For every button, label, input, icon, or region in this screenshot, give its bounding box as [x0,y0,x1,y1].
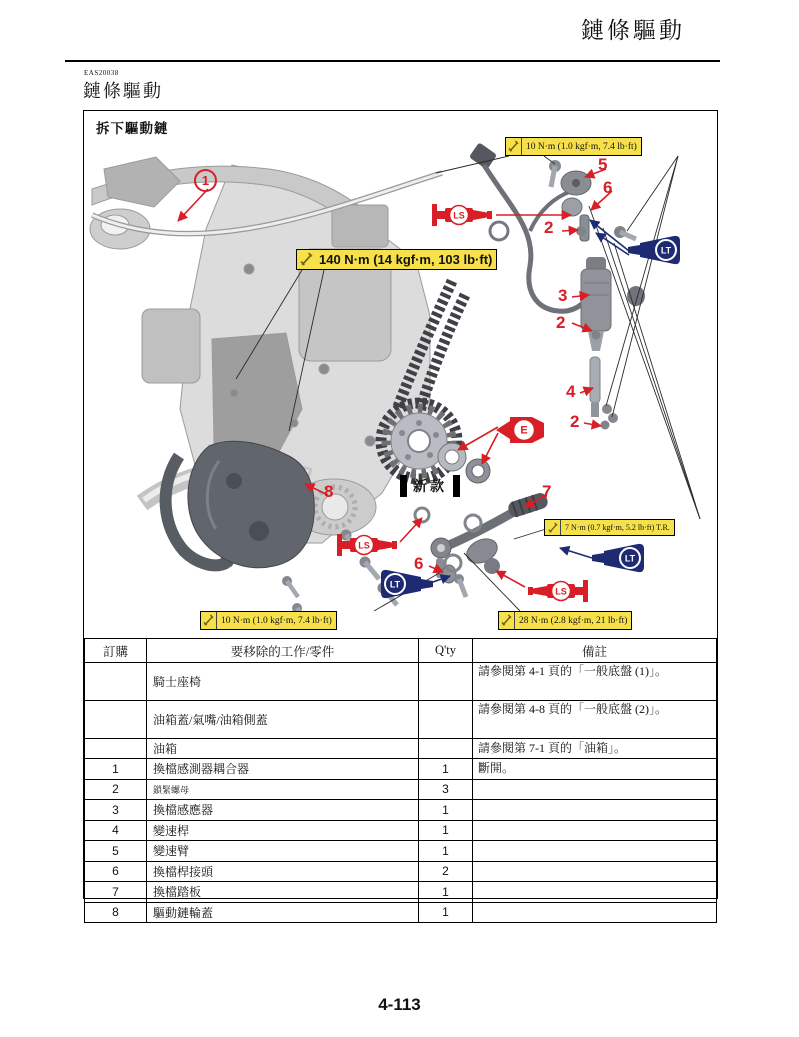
svg-text:LS: LS [358,540,370,551]
svg-text:LS: LS [555,586,567,597]
svg-text:LS: LS [453,210,465,221]
table-row [85,701,717,739]
ls-symbol [432,203,496,227]
callout-number-6: 6 [603,178,613,197]
page-number: 4-113 [378,995,421,1014]
cell-job: 變速桿 [147,820,419,841]
table-row [85,779,717,800]
cell-remarks [473,800,717,821]
cell-order: 5 [85,841,147,862]
col-header-remarks: 備註 [473,639,717,663]
cell-qty: 1 [419,820,473,841]
cell-order: 3 [85,800,147,821]
cell-remarks [473,861,717,882]
cell-qty [419,663,473,701]
callout-number-8: 8 [324,482,334,501]
cell-remarks [473,820,717,841]
torque-note-main [296,249,497,270]
cell-remarks: 請參閱第 7-1 頁的「油箱」。 [473,739,717,759]
lt-symbol [626,235,684,265]
page-header-title: 鏈條驅動 [581,18,685,43]
cell-order: 4 [85,820,147,841]
callout-number-1: 1 [194,169,217,192]
cell-job: 鎖緊螺母 [147,779,419,800]
torque-text: 10 N·m (1.0 kgf·m, 7.4 lb·ft) [221,615,332,626]
cell-order [85,739,147,759]
cell-job: 油箱蓋/氣嘴/油箱側蓋 [147,701,419,739]
cell-qty: 1 [419,902,473,923]
wrench-icon [201,612,217,629]
callout-number-6: 6 [414,554,424,573]
table-row [85,902,717,923]
torque-note-shift-rod [544,519,675,536]
torque-note-bottom-left [200,611,337,630]
parts-table [84,638,717,923]
table-row [85,663,717,701]
svg-text:LT: LT [660,245,672,256]
cell-job: 換檔踏板 [147,882,419,903]
torque-note-bottom-right [498,611,632,630]
cell-remarks: 請參閱第 4-1 頁的「一般底盤 (1)」。 [473,663,717,701]
header-divider [65,60,720,62]
cell-remarks [473,779,717,800]
callout-number-3: 3 [558,286,568,305]
cell-order: 7 [85,882,147,903]
table-row [85,841,717,862]
callout-number-7: 7 [542,482,552,501]
col-header-job: 要移除的工作/零件 [147,639,419,663]
col-header-qty: Q'ty [419,639,473,663]
cell-qty: 1 [419,800,473,821]
table-row [85,739,717,759]
lt-symbol [377,569,435,599]
table-row [85,861,717,882]
cell-qty [419,701,473,739]
torque-text: 7 N·m (0.7 kgf·m, 5.2 lb·ft) T.R. [565,523,670,532]
torque-text: 140 N·m (14 kgf·m, 103 lb·ft) [319,252,493,267]
cell-qty: 1 [419,759,473,780]
sprocket-cover [166,441,315,568]
cell-job: 換檔桿接頭 [147,861,419,882]
cell-remarks [473,902,717,923]
callout-number-4: 4 [566,382,576,401]
procedure-title: 拆下驅動鏈 [96,121,169,136]
cell-remarks [473,841,717,862]
cell-order [85,663,147,701]
procedure-box [83,110,718,920]
cell-order [85,701,147,739]
cell-job: 驅動鏈輪蓋 [147,902,419,923]
cell-remarks [473,882,717,903]
shift-sensor [581,257,618,430]
wrench-icon [499,612,515,629]
exploded-diagram [84,111,716,638]
svg-text:LT: LT [624,553,636,564]
callout-number-2: 2 [544,218,554,237]
cell-job: 變速臂 [147,841,419,862]
table-row [85,820,717,841]
table-row [85,800,717,821]
section-title: 鏈條驅動 [83,81,163,101]
cell-remarks: 斷開。 [473,759,717,780]
ls-symbol [337,533,401,557]
cell-job: 換檔感應器 [147,800,419,821]
cell-order: 1 [85,759,147,780]
torque-text: 10 N·m (1.0 kgf·m, 7.4 lb·ft) [526,141,637,152]
cell-qty: 1 [419,841,473,862]
cell-remarks: 請參閱第 4-8 頁的「一般底盤 (2)」。 [473,701,717,739]
e-symbol [496,413,548,447]
table-header-row [85,639,717,663]
cell-qty: 1 [419,882,473,903]
torque-note-top [505,137,642,156]
cell-job: 騎士座椅 [147,663,419,701]
col-header-order: 訂購 [85,639,147,663]
wrench-icon [545,520,561,535]
ls-symbol [524,579,588,603]
doc-code: EAS20038 [84,69,119,77]
new-model-label: 新款 [400,475,460,497]
cell-qty: 2 [419,861,473,882]
table-row [85,882,717,903]
wrench-icon [506,138,522,155]
callout-number-2: 2 [570,412,580,431]
callout-number-5: 5 [598,155,608,174]
callout-number-2: 2 [556,313,566,332]
cell-qty [419,739,473,759]
cell-order: 8 [85,902,147,923]
cell-order: 2 [85,779,147,800]
svg-text:E: E [520,424,528,437]
cell-job: 換檔感測器耦合器 [147,759,419,780]
cell-order: 6 [85,861,147,882]
cell-job: 油箱 [147,739,419,759]
lt-symbol [590,543,648,573]
torque-text: 28 N·m (2.8 kgf·m, 21 lb·ft) [519,615,628,626]
table-row [85,759,717,780]
svg-text:LT: LT [389,579,401,590]
wrench-icon [297,250,315,269]
cell-qty: 3 [419,779,473,800]
